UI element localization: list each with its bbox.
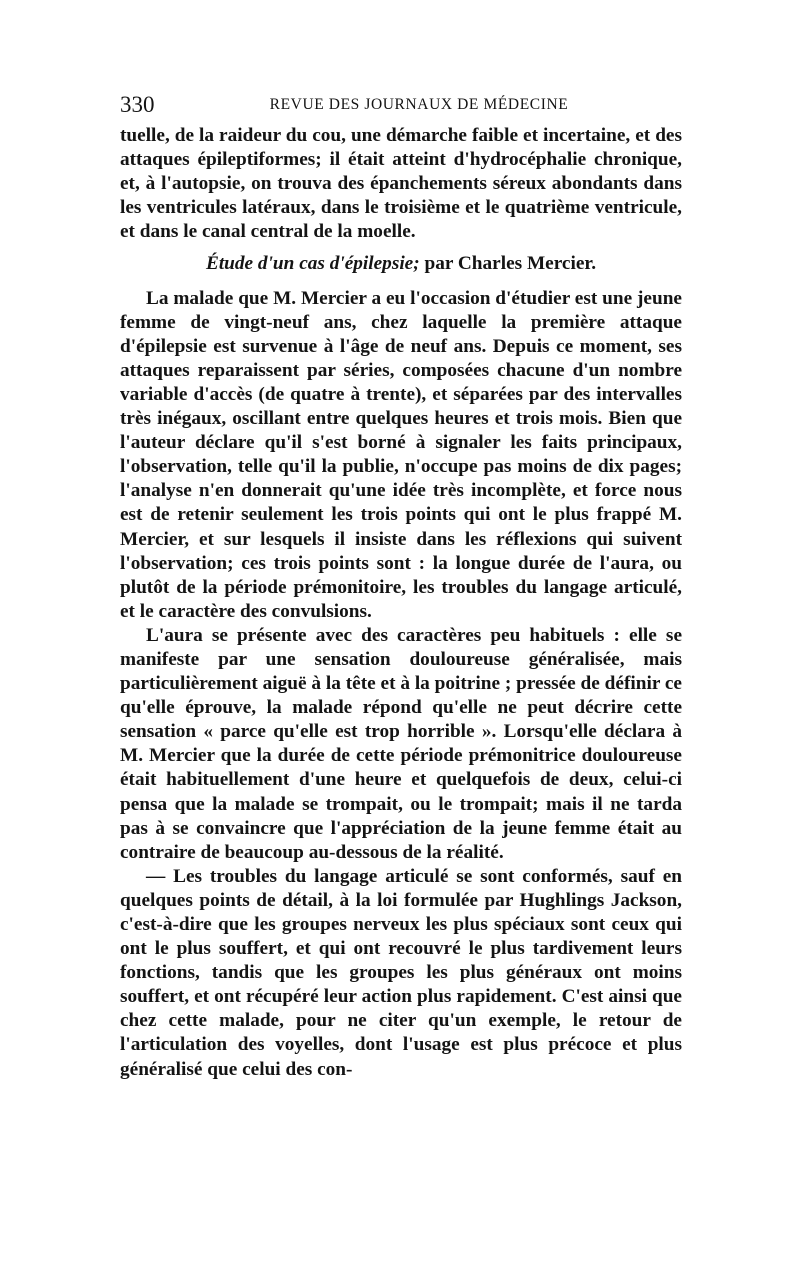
paragraph-language-troubles: — Les troubles du langage articulé se sont conformés, sauf en quelques points de détail, à la loi formulée par Hughlings Jackson, c'est-à-dire que les groupes nerveux les plus spéciaux sont ceux qui ont le plus souffert, et qui ont recouvré le plus tardivement leurs fonctions, tandis que les groupes les plus généraux ont moins souffert, et ont récupéré leur action plus rapidement. C'est ainsi que chez cette malade, pour ne citer qu'un exemple, le retour de l'articulation des voyelles, dont l'usage est plus précoce et plus généralisé que celui des con- xyxy=(120,865,682,1080)
section-heading xyxy=(120,252,682,276)
paragraph-continuation: tuelle, de la raideur du cou, une démarche faible et incertaine, et des attaques épileptiformes; il était atteint d'hydrocéphalie chronique, et, à l'autopsie, on trouva des épanchements séreux abondants dans les ventricules latéraux, dans le troisième et le quatrième ventricule, et dans le canal central de la moelle. xyxy=(120,125,682,243)
paragraph-aura: L'aura se présente avec des caractères peu habituels : elle se manifeste par une sensation douloureuse généralisée, mais particulièrement aiguë à la tête et à la poitrine ; pressée de définir ce qu'elle éprouve, la malade répond qu'elle ne peut décrire cette sensation « parce qu'elle est trop horrible ». Lorsqu'elle déclara à M. Mercier que la durée de cette période prémonitrice douloureuse était habituellement d'une heure et quelquefois de deux, celui-ci pensa que la malade se trompait, ou le trompait; mais il ne tarda pas à se convaincre que l'appréciation de la jeune femme était au contraire de beaucoup au-dessous de la réalité. xyxy=(120,624,682,863)
running-head xyxy=(120,92,682,124)
journal-title: REVUE DES JOURNAUX DE MÉDECINE xyxy=(269,96,569,113)
page-number: 330 xyxy=(120,92,155,117)
paragraph-case-description: La malade que M. Mercier a eu l'occasion d'étudier est une jeune femme de vingt-neuf ans, chez laquelle la première attaque d'épilepsie est survenue à l'âge de neuf ans. Depuis ce moment, ses attaques reparaissent par séries, composées chacune d'un nombre variable d'accès (de quatre à trente), et séparées par des intervalles très inégaux, oscillant entre quelques heures et trois mois. Bien que l'auteur déclare qu'il s'est borné à signaler les faits principaux, l'observation, telle qu'il la publie, n'occupe pas moins de dix pages; l'analyse n'en donnerait qu'une idée très incomplète, et force nous est de retenir seulement les trois points qui ont le plus frappé M. Mercier, et sur lesquels il insiste dans les réflexions qui suivent l'observation; ces trois points sont : la longue durée de l'aura, ou plutôt de la période prémonitoire, les troubles du langage articulé, et le caractère des convulsions. xyxy=(120,287,682,622)
book-page xyxy=(120,92,682,1082)
section-title: Étude d'un cas d'épilepsie; xyxy=(205,253,420,275)
section-author: par Charles Mercier. xyxy=(419,253,597,275)
body-text xyxy=(120,124,682,1082)
